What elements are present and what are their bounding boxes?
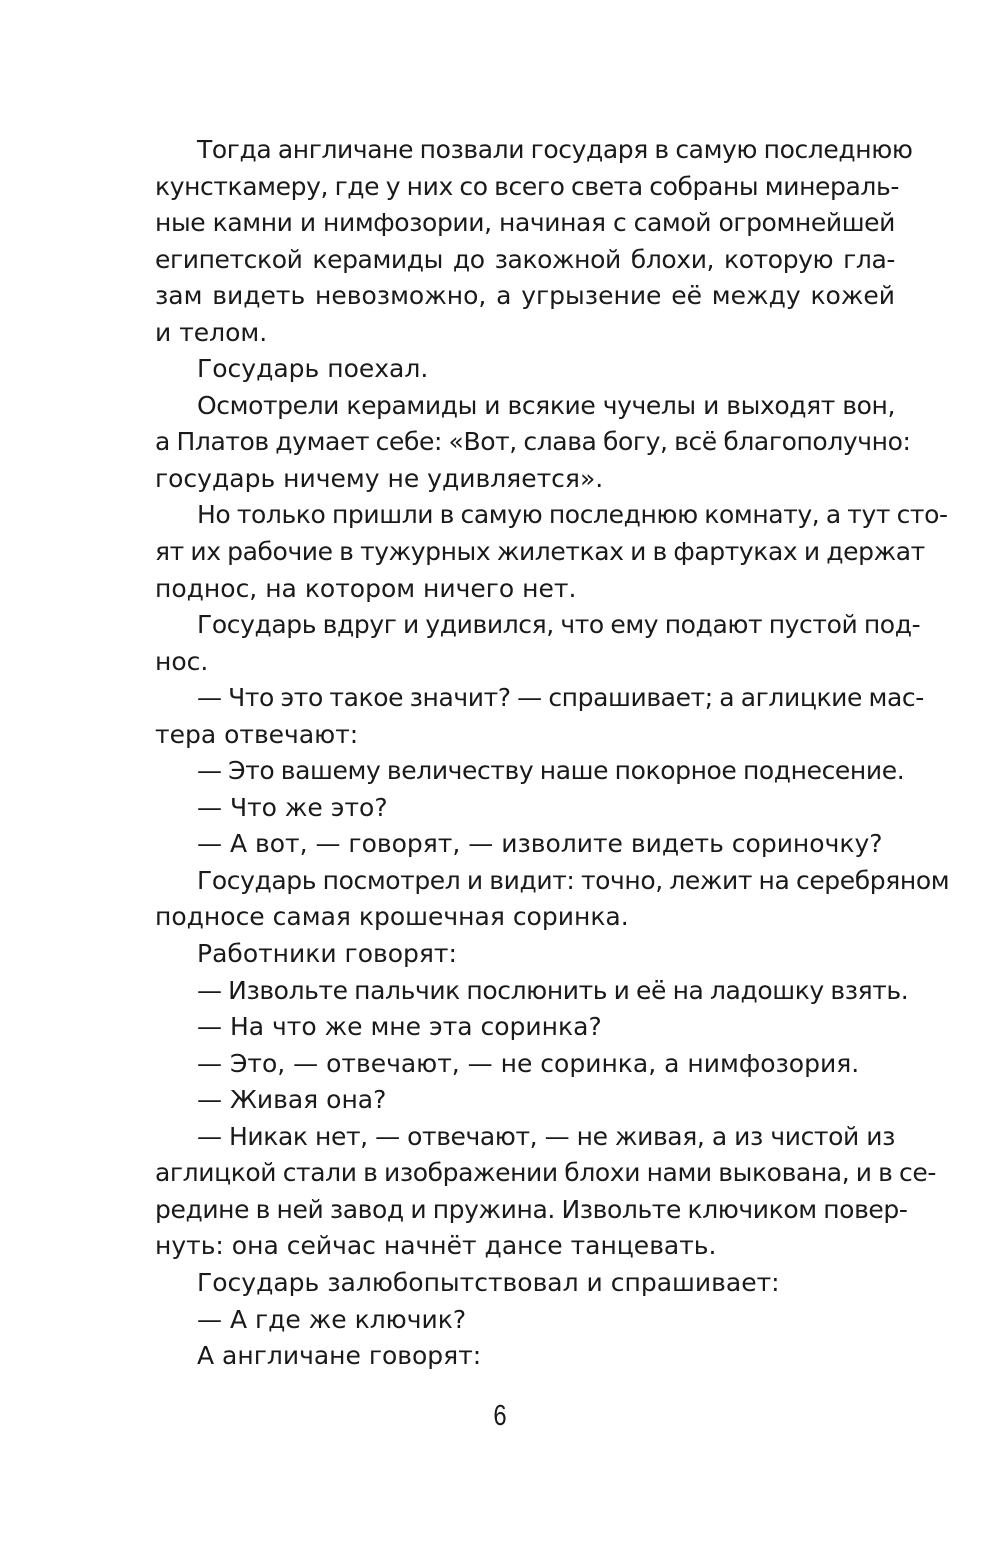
- text-line: зам видеть невозможно, а угрызение её между кожей: [155, 281, 895, 311]
- text-line: Тогда англичане позвали государя в самую последнюю: [197, 135, 913, 164]
- text-line: ные камни и нимфозории, начиная с самой огромнейшей: [155, 208, 895, 238]
- dialogue-paragraph: [155, 753, 905, 790]
- text-line: Государь вдруг и удивился, что ему подают пустой под-: [197, 610, 921, 640]
- dialogue-paragraph: [155, 1009, 895, 1046]
- text-line: Государь посмотрел и видит: точно, лежит на серебряном: [197, 865, 950, 895]
- text-line: — На что же мне эта соринка?: [197, 1012, 602, 1042]
- dialogue-paragraph: [155, 1046, 895, 1083]
- paragraph: [155, 132, 913, 351]
- text-line: А англичане говорят:: [197, 1341, 482, 1371]
- text-line: редине в ней завод и пружина. Извольте ключиком повер-: [155, 1194, 908, 1224]
- dialogue-paragraph: [155, 680, 924, 753]
- text-line: и телом.: [155, 317, 268, 347]
- text-line: — Это, — отвечают, — не соринка, а нимфозория.: [197, 1048, 860, 1078]
- dialogue-paragraph: [155, 973, 909, 1010]
- text-line: поднос, на котором ничего нет.: [155, 573, 577, 603]
- text-line: тера отвечают:: [155, 719, 359, 749]
- text-line: Государь поехал.: [197, 354, 429, 384]
- text-line: — Извольте пальчик послюнить и её на ладошку взять.: [197, 975, 909, 1005]
- dialogue-paragraph: [155, 1302, 895, 1339]
- paragraph: [155, 497, 948, 607]
- dialogue-paragraph: [155, 826, 895, 863]
- text-line: — Это вашему величеству наше покорное поднесение.: [197, 756, 905, 786]
- text-line: нос.: [155, 646, 209, 676]
- text-line: Но только пришли в самую последнюю комнату, а тут сто-: [197, 500, 948, 530]
- paragraph: [155, 936, 895, 973]
- text-line: — А где же ключик?: [197, 1304, 467, 1334]
- text-line: а Платов думает себе: «Вот, слава богу, всё благополучно:: [155, 427, 911, 457]
- text-line: Осмотрели керамиды и всякие чучелы и выходят вон,: [197, 390, 895, 420]
- text-line: кунсткамеру, где у них со всего света собраны минераль-: [155, 171, 899, 201]
- text-line: — Живая она?: [197, 1085, 387, 1115]
- text-line: — Что это такое значит? — спрашивает; а аглицкие мас-: [197, 683, 924, 713]
- text-line: — Никак нет, — отвечают, — не живая, а из чистой из: [197, 1121, 895, 1151]
- text-line: ят их рабочие в тужурных жилетках и в фартуках и держат: [155, 537, 925, 567]
- book-text-block: [155, 132, 950, 1375]
- text-line: подносе самая крошечная соринка.: [155, 902, 629, 932]
- dialogue-paragraph: [155, 1082, 895, 1119]
- paragraph: [155, 351, 895, 388]
- text-line: египетской керамиды до закожной блохи, которую гла-: [155, 244, 895, 274]
- paragraph: [155, 863, 950, 936]
- paragraph: [155, 388, 911, 498]
- dialogue-paragraph: [155, 1119, 937, 1265]
- text-line: — Что же это?: [197, 792, 388, 822]
- paragraph: [155, 1265, 895, 1302]
- paragraph: [155, 607, 921, 680]
- text-line: аглицкой стали в изображении блохи нами выкована, и в се-: [155, 1158, 937, 1188]
- text-line: нуть: она сейчас начнёт дансе танцевать.: [155, 1231, 717, 1261]
- text-line: государь ничему не удивляется».: [155, 463, 604, 493]
- page-number: 6: [493, 1400, 507, 1432]
- dialogue-paragraph: [155, 790, 895, 827]
- text-line: Государь залюбопытствовал и спрашивает:: [197, 1267, 780, 1297]
- text-line: — А вот, — говорят, — изволите видеть сориночку?: [197, 829, 883, 859]
- paragraph: [155, 1338, 895, 1375]
- text-line: Работники говорят:: [197, 939, 457, 969]
